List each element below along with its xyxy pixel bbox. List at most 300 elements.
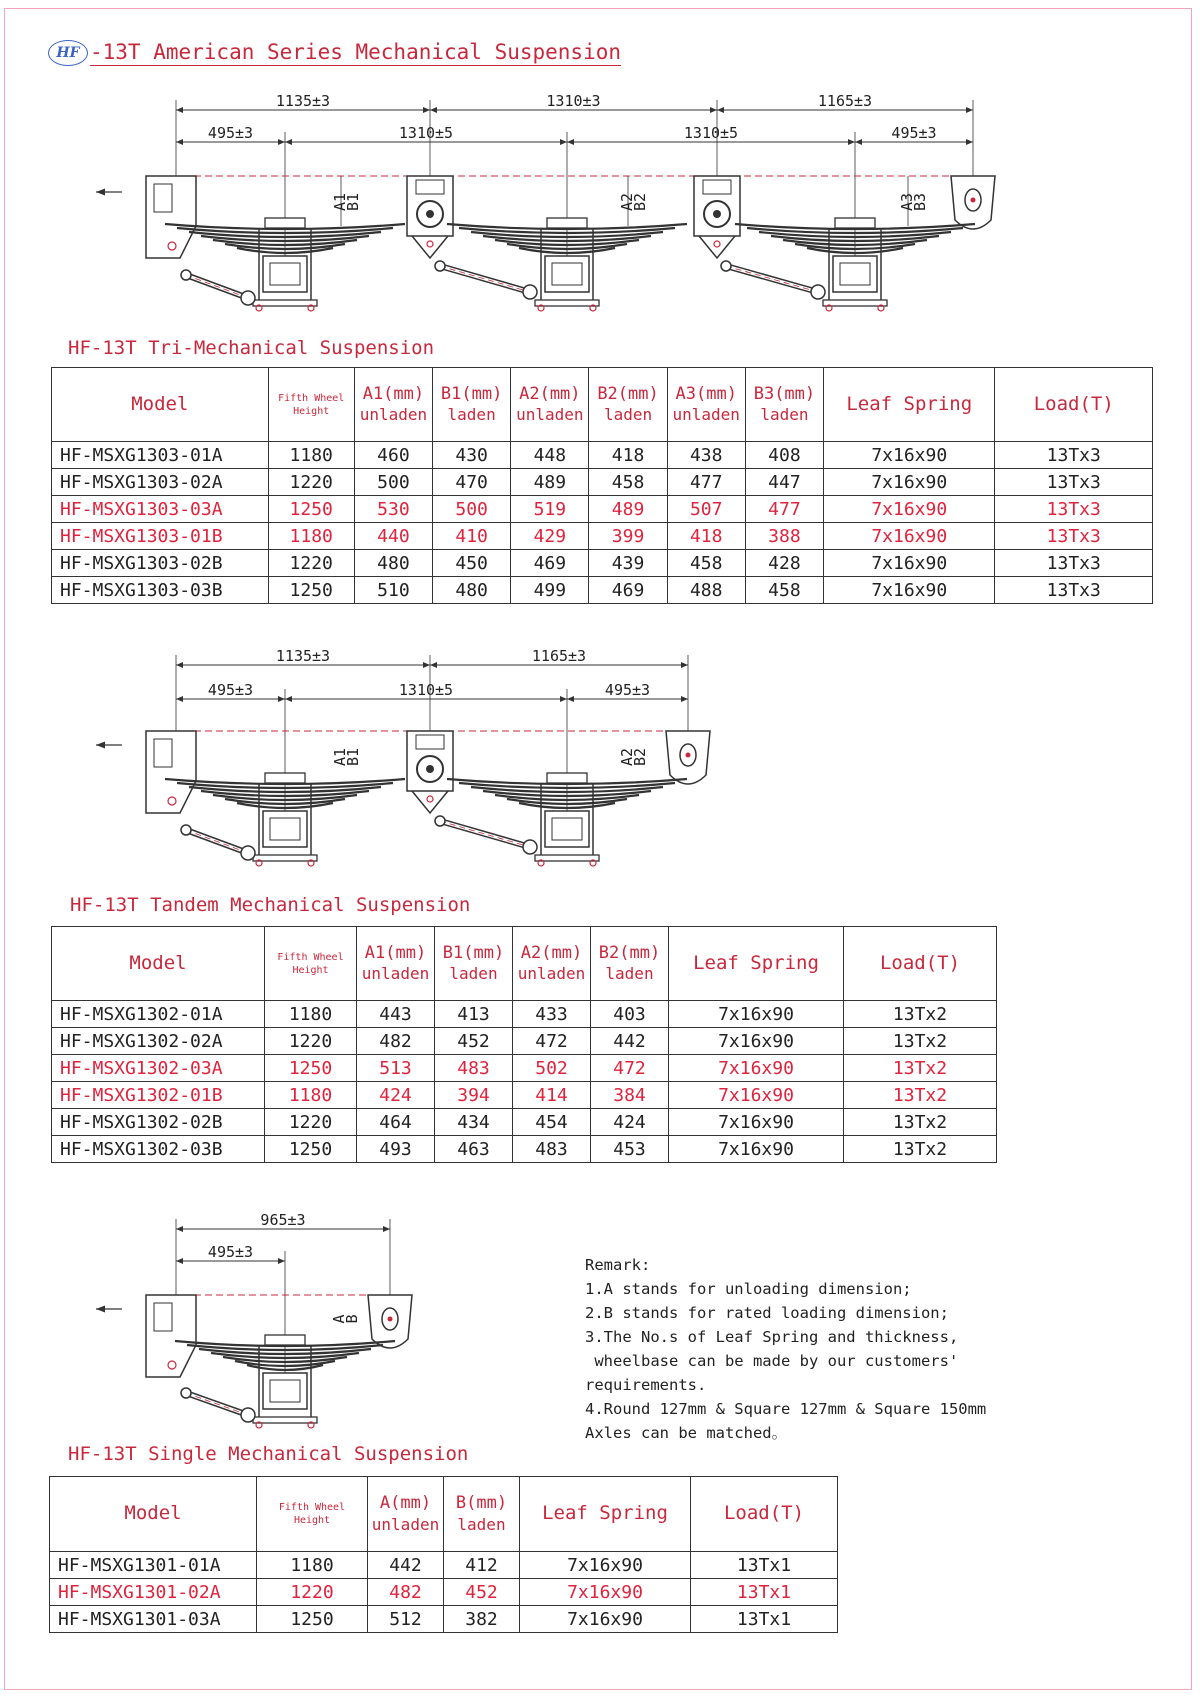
dimension-cell: 418 — [589, 442, 667, 469]
col-header-text: B(mm) — [455, 1493, 508, 1514]
dimension-arrow — [278, 1258, 285, 1264]
spring-seat — [547, 218, 587, 228]
dimension-arrow — [430, 662, 437, 668]
dimension-cell: 469 — [511, 550, 589, 577]
leaf-spring-cell: 7x16x90 — [669, 1082, 844, 1109]
col-header-text: Height — [292, 964, 329, 976]
dimension-cell: 453 — [591, 1136, 669, 1163]
model-cell: HF-MSXG1301-01A — [50, 1552, 257, 1579]
dimension-label: B2 — [631, 747, 649, 767]
dimension-arrow — [681, 662, 688, 668]
fifth-wheel-cell: 1220 — [268, 469, 354, 496]
dimension-arrow — [710, 107, 717, 113]
col-header-text: B3(mm) — [753, 383, 816, 404]
col-header-dimension — [667, 368, 745, 442]
remark-line: 3.The No.s of Leaf Spring and thickness, — [585, 1328, 959, 1346]
col-header-dimension — [357, 927, 435, 1001]
remark-title: Remark: — [585, 1256, 651, 1274]
dimension-arrow — [560, 696, 567, 702]
dimension-label: A2 — [618, 192, 636, 212]
remark-line: Axles can be matched。 — [585, 1424, 788, 1442]
dimension-cell: 434 — [435, 1109, 513, 1136]
spring-seat — [547, 773, 587, 783]
leaf-spring-cell: 7x16x90 — [824, 442, 995, 469]
u-bolt-plate — [253, 855, 317, 861]
dimension-label: 1165±3 — [531, 647, 587, 665]
dimension-cell: 424 — [591, 1109, 669, 1136]
dimension-arrow — [176, 107, 183, 113]
dimension-label: 1310±3 — [546, 92, 601, 110]
table-row — [52, 496, 1153, 523]
dimension-label: A1 — [331, 747, 349, 767]
model-cell: HF-MSXG1303-03A — [52, 496, 269, 523]
leaf-spring-cell: 7x16x90 — [824, 550, 995, 577]
load-cell: 13Tx3 — [995, 442, 1153, 469]
fifth-wheel-cell: 1180 — [265, 1001, 357, 1028]
model-cell: HF-MSXG1302-03B — [52, 1136, 265, 1163]
fifth-wheel-cell: 1250 — [268, 496, 354, 523]
dimension-label: A3 — [898, 192, 916, 212]
leaf-spring-cell: 7x16x90 — [520, 1606, 691, 1633]
col-header-dimension — [435, 927, 513, 1001]
col-header-model: Model — [50, 1477, 257, 1552]
dimension-label: 1165±3 — [817, 92, 873, 110]
load-cell: 13Tx3 — [995, 496, 1153, 523]
remark-line: requirements. — [585, 1376, 707, 1394]
dimension-label: 965±3 — [260, 1211, 306, 1229]
dimension-label: A — [330, 1314, 348, 1324]
col-header-subtext: laden — [760, 405, 809, 425]
table-row — [52, 577, 1153, 604]
torque-arm-bushing — [241, 846, 255, 860]
col-header-text: B1(mm) — [442, 942, 505, 963]
leaf-spring-cell: 7x16x90 — [824, 523, 995, 550]
col-header-text: Fifth Wheel — [278, 392, 345, 404]
tri-spec-table — [51, 367, 1153, 604]
dimension-cell: 447 — [745, 469, 823, 496]
load-cell: 13Tx1 — [691, 1579, 838, 1606]
load-cell: 13Tx2 — [844, 1082, 997, 1109]
dimension-cell: 483 — [435, 1055, 513, 1082]
dimension-label: 1310±5 — [683, 124, 739, 142]
dimension-arrow — [966, 107, 973, 113]
load-cell: 13Tx3 — [995, 550, 1153, 577]
leaf-spring-cell: 7x16x90 — [824, 496, 995, 523]
fifth-wheel-cell: 1180 — [265, 1082, 357, 1109]
dimension-arrow — [176, 696, 183, 702]
remark-line: 4.Round 127mm & Square 127mm & Square 150mm — [585, 1400, 987, 1418]
dimension-cell: 412 — [444, 1552, 520, 1579]
dimension-cell: 499 — [511, 577, 589, 604]
tri-section-title: HF-13T Tri-Mechanical Suspension — [68, 337, 435, 359]
col-header-dimension — [354, 368, 432, 442]
dimension-arrow — [966, 139, 973, 145]
dimension-cell: 493 — [357, 1136, 435, 1163]
dimension-label: A1 — [331, 192, 349, 212]
dimension-cell: 450 — [433, 550, 511, 577]
dimension-cell: 469 — [589, 577, 667, 604]
col-header-text: B2(mm) — [597, 383, 659, 404]
col-header-subtext: unladen — [517, 964, 586, 984]
dimension-cell: 482 — [357, 1028, 435, 1055]
dimension-cell: 443 — [357, 1001, 435, 1028]
load-cell: 13Tx1 — [691, 1552, 838, 1579]
dimension-cell: 480 — [433, 577, 511, 604]
equalizer-bolt — [427, 796, 433, 802]
table-row — [52, 1082, 997, 1109]
col-header-subtext: laden — [603, 405, 653, 425]
direction-arrow-icon — [96, 1306, 105, 1313]
dimension-arrow — [176, 1258, 183, 1264]
dimension-cell: 483 — [513, 1136, 591, 1163]
dimension-cell: 433 — [513, 1001, 591, 1028]
col-header-fifth-wheel — [257, 1477, 368, 1552]
model-cell: HF-MSXG1303-03B — [52, 577, 269, 604]
col-header-load: Load(T) — [691, 1477, 838, 1552]
col-header-text: A1(mm) — [362, 383, 425, 404]
dimension-arrow — [567, 696, 574, 702]
page-title: -13T American Series Mechanical Suspension — [90, 40, 622, 64]
table-row — [50, 1579, 838, 1606]
dimension-cell: 489 — [511, 469, 589, 496]
col-header-leaf-spring: Leaf Spring — [669, 927, 844, 1001]
dimension-cell: 458 — [667, 550, 745, 577]
leaf-spring-cell: 7x16x90 — [669, 1136, 844, 1163]
model-cell: HF-MSXG1303-02B — [52, 550, 269, 577]
col-header-dimension — [745, 368, 823, 442]
hanger-pin — [971, 198, 976, 203]
col-header-fifth-wheel — [265, 927, 357, 1001]
col-header-text: A(mm) — [379, 1493, 432, 1514]
dimension-cell: 394 — [435, 1082, 513, 1109]
torque-arm-bushing — [181, 270, 191, 280]
load-cell: 13Tx2 — [844, 1028, 997, 1055]
spring-seat — [265, 1335, 305, 1345]
dimension-label: A2 — [618, 747, 636, 767]
hanger-pin — [686, 753, 691, 758]
dimension-cell: 442 — [591, 1028, 669, 1055]
page-header — [48, 40, 621, 66]
dimension-arrow — [176, 662, 183, 668]
col-header-subtext: unladen — [359, 405, 428, 425]
leaf-spring-cell: 7x16x90 — [824, 469, 995, 496]
col-header-dimension — [444, 1477, 520, 1552]
col-header-subtext: unladen — [672, 405, 740, 425]
col-header-subtext: unladen — [516, 405, 584, 425]
col-header-dimension — [368, 1477, 444, 1552]
dimension-label: 1135±3 — [275, 92, 331, 110]
leaf-spring-cell: 7x16x90 — [520, 1579, 691, 1606]
col-header-dimension — [433, 368, 511, 442]
table-row — [50, 1552, 838, 1579]
dimension-cell: 472 — [513, 1028, 591, 1055]
single-suspension-diagram — [0, 1205, 560, 1435]
torque-arm-bushing — [811, 285, 825, 299]
spring-seat — [265, 773, 305, 783]
dimension-cell: 408 — [745, 442, 823, 469]
dimension-cell: 510 — [354, 577, 432, 604]
remark-block — [585, 1253, 1055, 1445]
dimension-cell: 470 — [433, 469, 511, 496]
col-header-leaf-spring: Leaf Spring — [520, 1477, 691, 1552]
dimension-cell: 440 — [354, 523, 432, 550]
equalizer-bolt — [427, 241, 433, 247]
dimension-cell: 384 — [591, 1082, 669, 1109]
dimension-label: 495±3 — [207, 681, 254, 699]
load-cell: 13Tx2 — [844, 1055, 997, 1082]
load-cell: 13Tx2 — [844, 1109, 997, 1136]
col-header-leaf-spring: Leaf Spring — [824, 368, 995, 442]
fifth-wheel-cell: 1220 — [265, 1109, 357, 1136]
dimension-cell: 454 — [513, 1109, 591, 1136]
dimension-cell: 424 — [357, 1082, 435, 1109]
model-cell: HF-MSXG1301-03A — [50, 1606, 257, 1633]
fifth-wheel-cell: 1250 — [257, 1606, 368, 1633]
dimension-cell: 442 — [368, 1552, 444, 1579]
hf-logo: HF — [48, 40, 88, 66]
tandem-spec-table — [51, 926, 997, 1163]
col-header-text: A2(mm) — [520, 942, 583, 963]
dimension-cell: 418 — [667, 523, 745, 550]
table-row — [50, 1606, 838, 1633]
dimension-arrow — [285, 139, 292, 145]
dimension-label: B2 — [631, 192, 649, 212]
dimension-cell: 452 — [444, 1579, 520, 1606]
dimension-label: 1310±5 — [398, 124, 454, 142]
torque-arm-bushing — [435, 261, 445, 271]
direction-arrow-icon — [96, 189, 105, 196]
table-row — [52, 523, 1153, 550]
col-header-dimension — [513, 927, 591, 1001]
fifth-wheel-cell: 1180 — [257, 1552, 368, 1579]
dimension-cell: 413 — [435, 1001, 513, 1028]
table-row — [52, 1028, 997, 1055]
model-cell: HF-MSXG1302-03A — [52, 1055, 265, 1082]
dimension-arrow — [278, 139, 285, 145]
table-row — [52, 1109, 997, 1136]
dimension-cell: 388 — [745, 523, 823, 550]
table-header-row — [52, 927, 997, 1001]
model-cell: HF-MSXG1303-01A — [52, 442, 269, 469]
col-header-text: A3(mm) — [675, 383, 737, 404]
dimension-cell: 403 — [591, 1001, 669, 1028]
tri-suspension-diagram — [0, 80, 1200, 325]
table-row — [52, 1055, 997, 1082]
model-cell: HF-MSXG1301-02A — [50, 1579, 257, 1606]
dimension-arrow — [423, 662, 430, 668]
torque-arm-bushing — [523, 840, 537, 854]
remark-line: 2.B stands for rated loading dimension; — [585, 1304, 949, 1322]
dimension-cell: 477 — [667, 469, 745, 496]
dimension-cell: 500 — [433, 496, 511, 523]
table-row — [52, 1136, 997, 1163]
dimension-cell: 430 — [433, 442, 511, 469]
spring-seat — [265, 218, 305, 228]
col-header-text: Height — [293, 405, 330, 417]
dimension-arrow — [278, 696, 285, 702]
u-bolt-plate — [535, 855, 599, 861]
table-row — [52, 442, 1153, 469]
dimension-arrow — [423, 107, 430, 113]
col-header-dimension — [589, 368, 667, 442]
col-header-dimension — [511, 368, 589, 442]
leaf-spring-cell: 7x16x90 — [669, 1028, 844, 1055]
dimension-cell: 428 — [745, 550, 823, 577]
dimension-label: 495±3 — [207, 1243, 254, 1261]
col-header-model: Model — [52, 927, 265, 1001]
fifth-wheel-cell: 1250 — [268, 577, 354, 604]
dimension-cell: 530 — [354, 496, 432, 523]
col-header-subtext: unladen — [361, 964, 430, 984]
torque-arm-bushing — [241, 291, 255, 305]
dimension-cell: 438 — [667, 442, 745, 469]
dimension-cell: 513 — [357, 1055, 435, 1082]
col-header-text: Fifth Wheel — [278, 1502, 346, 1513]
col-header-text: B2(mm) — [598, 942, 661, 963]
dimension-cell: 448 — [511, 442, 589, 469]
table-row — [52, 469, 1153, 496]
col-header-load: Load(T) — [844, 927, 997, 1001]
col-header-dimension — [591, 927, 669, 1001]
dimension-label: B3 — [911, 192, 929, 212]
u-bolt-plate — [253, 300, 317, 306]
direction-arrow-icon — [96, 742, 105, 749]
col-header-subtext: laden — [449, 964, 498, 984]
tandem-section-title: HF-13T Tandem Mechanical Suspension — [70, 894, 471, 916]
fifth-wheel-cell: 1180 — [268, 442, 354, 469]
dimension-cell: 477 — [745, 496, 823, 523]
dimension-arrow — [383, 1226, 390, 1232]
leaf-spring-cell: 7x16x90 — [669, 1109, 844, 1136]
dimension-arrow — [681, 696, 688, 702]
dimension-arrow — [176, 139, 183, 145]
dimension-cell: 519 — [511, 496, 589, 523]
dimension-label: 1135±3 — [275, 647, 331, 665]
col-header-load: Load(T) — [995, 368, 1153, 442]
dimension-arrow — [560, 139, 567, 145]
dimension-cell: 480 — [354, 550, 432, 577]
load-cell: 13Tx1 — [691, 1606, 838, 1633]
dimension-cell: 512 — [368, 1606, 444, 1633]
equalizer-bolt — [714, 241, 720, 247]
col-header-text: B1(mm) — [440, 383, 503, 404]
fifth-wheel-cell: 1220 — [265, 1028, 357, 1055]
dimension-cell: 507 — [667, 496, 745, 523]
model-cell: HF-MSXG1303-01B — [52, 523, 269, 550]
torque-arm-bushing — [523, 285, 537, 299]
torque-arm-bushing — [721, 261, 731, 271]
dimension-cell: 463 — [435, 1136, 513, 1163]
col-header-text: Fifth Wheel — [277, 951, 344, 963]
equalizer-pin — [426, 210, 434, 218]
remark-line: wheelbase can be made by our customers' — [585, 1352, 959, 1370]
col-header-subtext: laden — [457, 1514, 506, 1534]
table-row — [52, 1001, 997, 1028]
dimension-arrow — [855, 139, 862, 145]
dimension-cell: 482 — [368, 1579, 444, 1606]
dimension-cell: 502 — [513, 1055, 591, 1082]
model-cell: HF-MSXG1302-02A — [52, 1028, 265, 1055]
tandem-suspension-diagram — [0, 645, 1200, 885]
dimension-arrow — [176, 1226, 183, 1232]
dimension-cell: 414 — [513, 1082, 591, 1109]
col-header-text: A2(mm) — [519, 383, 581, 404]
dimension-label: B1 — [344, 747, 362, 767]
spring-seat — [835, 218, 875, 228]
u-bolt-plate — [535, 300, 599, 306]
col-header-text: Height — [293, 1515, 331, 1526]
table-header-row — [50, 1477, 838, 1552]
load-cell: 13Tx3 — [995, 577, 1153, 604]
dimension-cell: 399 — [589, 523, 667, 550]
col-header-model: Model — [52, 368, 269, 442]
dimension-arrow — [848, 139, 855, 145]
load-cell: 13Tx2 — [844, 1136, 997, 1163]
fifth-wheel-cell: 1220 — [257, 1579, 368, 1606]
dimension-arrow — [285, 696, 292, 702]
dimension-cell: 452 — [435, 1028, 513, 1055]
dimension-cell: 500 — [354, 469, 432, 496]
dimension-cell: 410 — [433, 523, 511, 550]
dimension-label: 495±3 — [604, 681, 651, 699]
remark-line: 1.A stands for unloading dimension; — [585, 1280, 912, 1298]
col-header-fifth-wheel — [268, 368, 354, 442]
dimension-label: B — [343, 1314, 361, 1324]
model-cell: HF-MSXG1302-02B — [52, 1109, 265, 1136]
leaf-spring-cell: 7x16x90 — [669, 1001, 844, 1028]
leaf-spring-cell: 7x16x90 — [824, 577, 995, 604]
table-row — [52, 550, 1153, 577]
u-bolt-plate — [823, 300, 887, 306]
dimension-arrow — [717, 107, 724, 113]
dimension-label: 495±3 — [207, 124, 254, 142]
model-cell: HF-MSXG1303-02A — [52, 469, 269, 496]
fifth-wheel-cell: 1220 — [268, 550, 354, 577]
leaf-spring-cell: 7x16x90 — [669, 1055, 844, 1082]
dimension-cell: 439 — [589, 550, 667, 577]
col-header-subtext: laden — [447, 405, 496, 425]
u-bolt-plate — [253, 1417, 317, 1423]
fifth-wheel-cell: 1250 — [265, 1055, 357, 1082]
dimension-arrow — [567, 139, 574, 145]
load-cell: 13Tx2 — [844, 1001, 997, 1028]
dimension-cell: 429 — [511, 523, 589, 550]
fifth-wheel-cell: 1180 — [268, 523, 354, 550]
hanger-pin — [388, 1317, 393, 1322]
dimension-label: 1310±5 — [398, 681, 454, 699]
single-spec-table — [49, 1476, 838, 1633]
dimension-label: B1 — [344, 192, 362, 212]
torque-arm-bushing — [241, 1408, 255, 1422]
col-header-subtext: unladen — [371, 1514, 440, 1534]
equalizer-pin — [426, 765, 434, 773]
torque-arm-bushing — [181, 825, 191, 835]
dimension-cell: 464 — [357, 1109, 435, 1136]
col-header-text: A1(mm) — [364, 942, 427, 963]
load-cell: 13Tx3 — [995, 469, 1153, 496]
table-header-row — [52, 368, 1153, 442]
fifth-wheel-cell: 1250 — [265, 1136, 357, 1163]
dimension-cell: 460 — [354, 442, 432, 469]
dimension-cell: 458 — [589, 469, 667, 496]
dimension-cell: 458 — [745, 577, 823, 604]
single-section-title: HF-13T Single Mechanical Suspension — [68, 1443, 469, 1465]
dimension-cell: 488 — [667, 577, 745, 604]
dimension-cell: 382 — [444, 1606, 520, 1633]
load-cell: 13Tx3 — [995, 523, 1153, 550]
dimension-cell: 489 — [589, 496, 667, 523]
dimension-label: 495±3 — [891, 124, 937, 142]
